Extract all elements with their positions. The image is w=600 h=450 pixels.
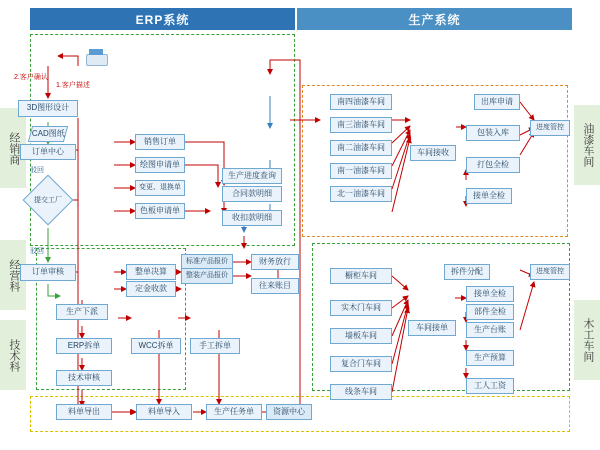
lane-technology: [0, 320, 26, 390]
node-pack-check[interactable]: [466, 157, 520, 173]
header-erp: [30, 8, 295, 30]
lane-label: 木工车间: [581, 318, 594, 362]
node-workshop-order[interactable]: [408, 320, 456, 336]
node-label: 财务放行: [259, 256, 291, 266]
node-paint-south3[interactable]: [330, 117, 392, 133]
node-paint-south4[interactable]: [330, 94, 392, 110]
node-label: 技术审核: [68, 372, 100, 382]
header-label: ERP系统: [135, 12, 190, 27]
node-production-dispatch[interactable]: [56, 304, 108, 320]
node-label: 提交工厂: [34, 197, 62, 204]
node-label: 定金收款: [135, 283, 167, 293]
edge-label-reject-1: 驳回: [30, 167, 44, 174]
node-finance-release[interactable]: [251, 254, 299, 270]
lane-woodwork: [574, 300, 600, 380]
node-color-request[interactable]: [135, 203, 185, 219]
edge-label-customer-confirm: 2.客户确认: [14, 74, 48, 81]
node-label: 资源中心: [273, 406, 305, 416]
node-submit-factory[interactable]: [30, 182, 66, 218]
node-label: 订单中心: [32, 146, 64, 156]
node-label: 绘图申请单: [140, 159, 180, 169]
node-label: 出库申请: [481, 96, 513, 106]
node-material-export[interactable]: [56, 404, 112, 420]
node-label: 订单审核: [32, 267, 64, 277]
node-label: 生产任务单: [214, 406, 254, 416]
node-3d-design[interactable]: [18, 100, 78, 117]
node-label: 拆件分配: [451, 266, 483, 276]
node-composite-door-workshop[interactable]: [330, 356, 392, 372]
node-label: 复合门车间: [341, 358, 381, 368]
node-contract-payment-detail[interactable]: [222, 186, 282, 202]
node-tech-review[interactable]: [56, 370, 112, 386]
node-paint-south2[interactable]: [330, 140, 392, 156]
node-label: 南三油漆车间: [337, 119, 385, 129]
lane-label: 经销商: [7, 131, 20, 165]
node-label: 线条车间: [345, 386, 377, 396]
node-label: 料单导出: [68, 406, 100, 416]
node-label: 接单全检: [473, 190, 505, 200]
node-fixed-receipt[interactable]: [126, 281, 176, 297]
node-label: 南一油漆车间: [337, 165, 385, 175]
node-label: 标准产品报价: [186, 258, 228, 266]
node-label: 进度管控: [536, 124, 564, 132]
edge-label-reject-2: 驳回: [30, 248, 44, 255]
node-label: 合同款明细: [232, 188, 272, 198]
node-label: 工人工资: [474, 380, 506, 390]
node-label: 手工拆单: [199, 340, 231, 350]
node-sales-order[interactable]: [135, 134, 185, 150]
node-label: 整单决算: [135, 266, 167, 276]
node-receipt-deduction-detail[interactable]: [222, 210, 282, 226]
node-label: 生产进度查询: [228, 170, 276, 180]
node-label: 南四油漆车间: [337, 96, 385, 106]
node-label: 销售订单: [144, 136, 176, 146]
edge-label-customer-describe: 1.客户描述: [56, 82, 90, 89]
node-resource-center[interactable]: [266, 404, 312, 420]
node-pack-instock[interactable]: [466, 125, 520, 141]
node-part-full-check[interactable]: [466, 304, 514, 320]
node-label: 南二油漆车间: [337, 142, 385, 152]
node-split-assign[interactable]: [444, 264, 490, 280]
node-label: 打包全检: [477, 159, 509, 169]
node-whole-order[interactable]: [126, 264, 176, 280]
node-label: 接单全检: [474, 288, 506, 298]
node-label: WCC拆单: [138, 340, 174, 350]
node-wcc-split[interactable]: [131, 338, 181, 354]
node-order-review[interactable]: [20, 264, 76, 281]
node-progress-control-wood[interactable]: [530, 264, 570, 280]
node-label: 整装产品报价: [186, 272, 228, 280]
node-label: 包装入库: [477, 127, 509, 137]
node-label: 进度管控: [536, 268, 564, 276]
node-erp-split[interactable]: [56, 338, 112, 354]
node-order-full-check-wood[interactable]: [466, 286, 514, 302]
node-cabinet-workshop[interactable]: [330, 268, 392, 284]
node-label: 生产台账: [474, 324, 506, 334]
node-out-apply[interactable]: [474, 94, 520, 110]
node-label: 收扣款明细: [232, 212, 272, 222]
node-label: ERP拆单: [67, 340, 101, 350]
node-worker-wage[interactable]: [466, 378, 514, 394]
node-label: 车间接收: [417, 147, 449, 157]
node-manual-split[interactable]: [190, 338, 240, 354]
lane-label: 经营科: [7, 258, 20, 292]
node-transactions[interactable]: [251, 278, 299, 294]
printer-icon: [84, 48, 108, 68]
node-drawing-request[interactable]: [135, 157, 185, 173]
node-label: 北一油漆车间: [337, 188, 385, 198]
node-label: 墙板车间: [345, 330, 377, 340]
node-label: 生产预算: [474, 352, 506, 362]
node-label: 3D图形设计: [26, 103, 70, 113]
node-progress-control-paint[interactable]: [530, 120, 570, 136]
node-change-return[interactable]: [135, 180, 185, 196]
node-cad[interactable]: [28, 126, 68, 142]
node-label: 橱柜车间: [345, 270, 377, 280]
node-label: CAD图纸: [31, 128, 65, 138]
node-production-budget[interactable]: [466, 350, 514, 366]
node-line-workshop[interactable]: [330, 384, 392, 400]
node-label: 料单导入: [148, 406, 180, 416]
node-order-center[interactable]: [20, 144, 76, 160]
node-production-ledger[interactable]: [466, 322, 514, 338]
node-package-quote[interactable]: [181, 268, 233, 284]
node-label: 部件全检: [474, 306, 506, 316]
node-order-full-check-paint[interactable]: [466, 188, 512, 204]
node-production-progress-query[interactable]: [222, 168, 282, 184]
node-solid-door-workshop[interactable]: [330, 300, 392, 316]
header-label: 生产系统: [408, 12, 461, 27]
node-paint-south1[interactable]: [330, 163, 392, 179]
node-wall-workshop[interactable]: [330, 328, 392, 344]
node-label: 车间接单: [416, 322, 448, 332]
node-label: 往来账目: [259, 280, 291, 290]
node-label: 生产下派: [66, 306, 98, 316]
header-production: [297, 8, 572, 30]
node-workshop-receive[interactable]: [410, 145, 456, 161]
node-production-task[interactable]: [206, 404, 262, 420]
node-label: 变更、退换单: [139, 184, 181, 192]
node-label: 实木门车间: [341, 302, 381, 312]
node-material-import[interactable]: [136, 404, 192, 420]
lane-label: 油漆车间: [581, 123, 594, 167]
node-paint-north1[interactable]: [330, 186, 392, 202]
lane-label: 技术科: [7, 338, 20, 372]
lane-paint: [574, 105, 600, 185]
node-label: 色板申请单: [140, 205, 180, 215]
